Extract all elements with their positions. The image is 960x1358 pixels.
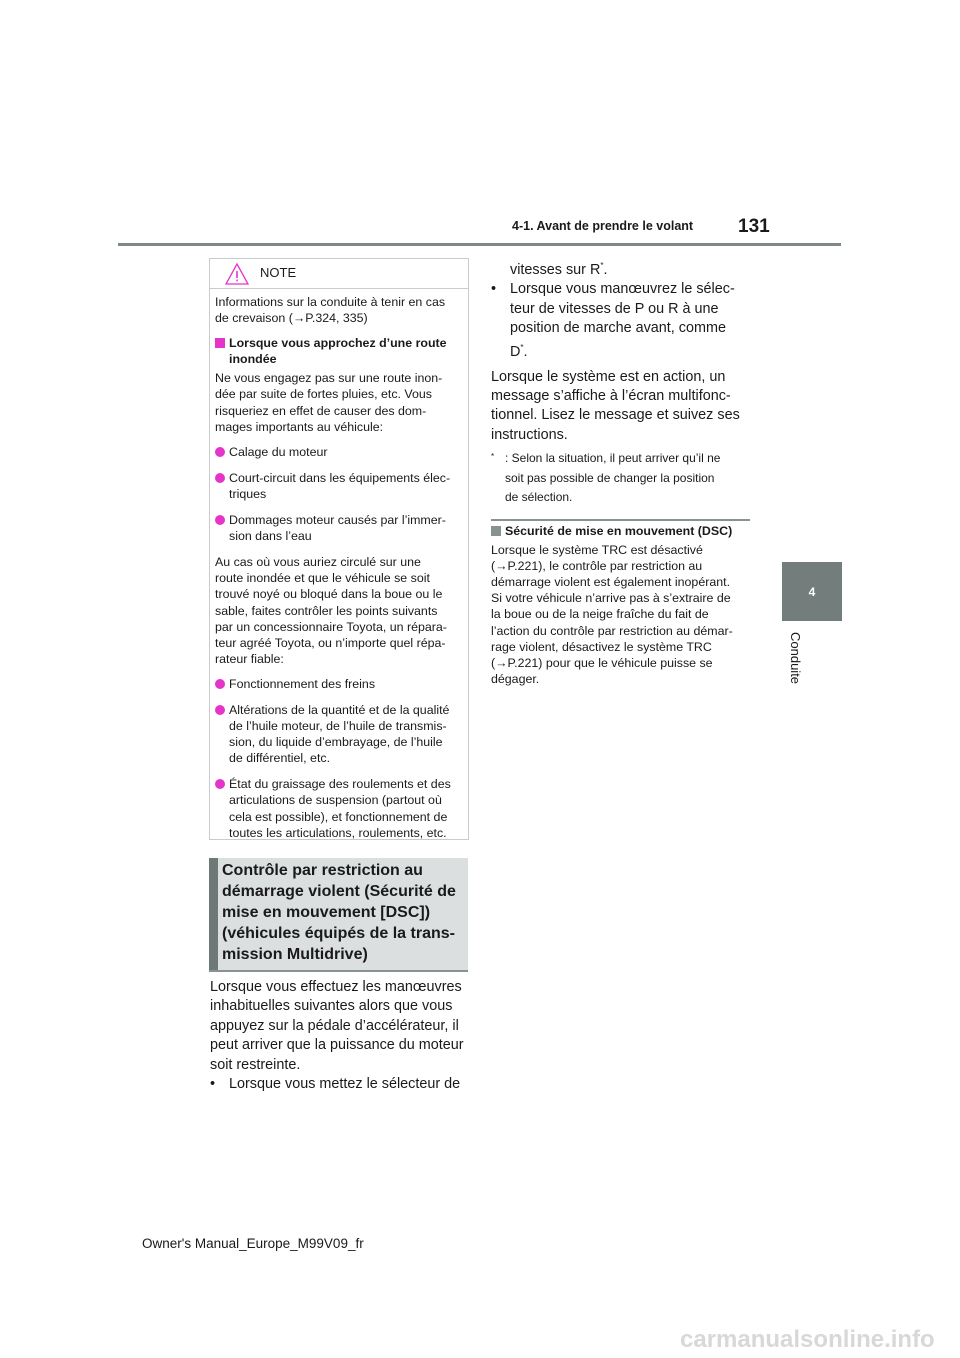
chapter-label: Conduite — [788, 632, 803, 685]
note-bullet: Dommages moteur causés par l’immer- sion dans l’eau — [215, 512, 463, 544]
chapter-tab: 4 — [782, 562, 842, 621]
bullet-dot-icon — [215, 515, 225, 525]
note-bullet: Altérations de la quantité et de la qualité de l’huile moteur, de l’huile de transmis- sion, du liquide d’embrayage, de l’huile de différentiel, etc. — [215, 702, 463, 766]
note-paragraph: Au cas où vous auriez circulé sur une route inondée et que le véhicule se soit trouvé noyé ou bloqué dans la boue ou le sable, faites contrôler les points suivants par un concessionnaire Toyota, un répara- teur agréé Toyota, ou n’importe quel répa- rateur fiable: — [215, 555, 447, 666]
right-body — [491, 256, 751, 508]
warning-icon — [224, 262, 250, 286]
note-box — [209, 258, 469, 840]
body-bullet: • Lorsque vous mettez le sélecteur de — [210, 1076, 461, 1093]
heading-bar — [209, 858, 218, 970]
section-heading-box — [209, 858, 468, 972]
bullet-dot-icon — [215, 705, 225, 715]
note-subheading: Lorsque vous approchez d’une route inondée — [215, 335, 463, 367]
note-bullet: Fonctionnement des freins — [215, 676, 463, 692]
note-bullet: Court-circuit dans les équipements élec- triques — [215, 470, 463, 502]
bullet-dot-icon — [215, 679, 225, 689]
section-heading: Contrôle par restriction au démarrage violent (Sécurité de mise en mouvement [DSC]) (véhicules équipés de la trans- mission Multidrive) — [222, 862, 456, 963]
note-bullet: État du graissage des roulements et des articulations de suspension (partout où cela est possible), et fonctionnement de toutes les articulations, roulements, etc. — [215, 776, 463, 840]
watermark: carmanualsonline.info — [680, 1326, 935, 1353]
bullet-dot-icon — [215, 779, 225, 789]
header-rule — [118, 243, 841, 246]
body-bullet-continued: vitesses sur R*. — [510, 261, 608, 278]
page-number: 131 — [738, 216, 770, 237]
section-title: 4-1. Avant de prendre le volant — [512, 219, 694, 233]
bullet-dot-icon — [215, 473, 225, 483]
body-bullet: • Lorsque vous manœuvrez le sélec- teur de vitesses de P ou R à une position de marche avant, comme D*. — [491, 281, 735, 361]
body-paragraph: Lorsque le système est en action, un message s’affiche à l’écran multifonc- tionnel. Lisez le message et suivez ses instructions. — [491, 368, 740, 443]
note-title: NOTE — [260, 265, 297, 280]
note-header — [210, 259, 468, 289]
footer-text: Owner's Manual_Europe_M99V09_fr — [142, 1236, 364, 1251]
left-body — [210, 978, 470, 1094]
note-intro: Informations sur la conduite à tenir en cas de crevaison (→P.324, 335) — [215, 295, 446, 326]
dsc-section — [491, 523, 753, 687]
note-bullet: Calage du moteur — [215, 444, 463, 460]
bullet-dot-icon — [215, 447, 225, 457]
footnote: * : Selon la situation, il peut arriver qu’il ne soit pas possible de changer la position de sélection. — [491, 451, 721, 505]
dsc-text: Lorsque le système TRC est désactivé (→P.221), le contrôle par restriction au démarrage violent est également inopérant. Si votre véhicule n’arrive pas à s’extraire de la boue ou de la neige fraîche du fait de l’action du contrôle par restriction au démar- rage violent, désactivez le système TRC (→P.221) pour que le véhicule puisse se dégager. — [491, 543, 733, 686]
note-paragraph: Ne vous engagez pas sur une route inon- dée par suite de fortes pluies, etc. Vous risqueriez en effet de causer des dom- mages importants au véhicule: — [215, 371, 443, 434]
dsc-heading: Sécurité de mise en mouvement (DSC) — [491, 523, 753, 539]
divider — [491, 519, 750, 521]
body-paragraph: Lorsque vous effectuez les manœuvres inhabituelles suivantes alors que vous appuyez sur la pédale d’accélérateur, il peut arriver que la puissance du moteur soit restreinte. — [210, 979, 464, 1073]
